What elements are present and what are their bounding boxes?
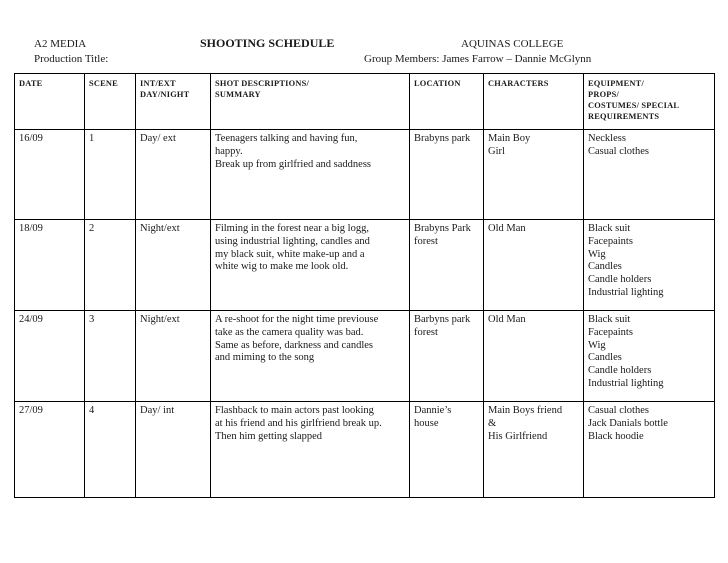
shot-description-cell-line: happy. <box>215 145 243 157</box>
header-label-line: COSTUMES/ SPECIAL <box>588 101 680 110</box>
header-label-line: LOCATION <box>414 79 461 88</box>
shot-description-cell-line: using industrial lighting, candles and <box>215 235 370 247</box>
location-cell <box>410 311 484 402</box>
production-title-label: Production Title: <box>34 53 109 65</box>
characters-cell-line: Girl <box>488 145 505 157</box>
table-row <box>15 220 715 311</box>
header-label-line: PROPS/ <box>588 90 619 99</box>
equipment-cell-line: Wig <box>588 339 606 351</box>
header-label-line: SHOT DESCRIPTIONS/ <box>215 79 309 88</box>
equipment-cell <box>584 220 715 311</box>
shot-description-cell-line: and miming to the song <box>215 352 315 364</box>
equipment-cell-line: Candle holders <box>588 365 652 377</box>
characters-cell-line: Old Man <box>488 223 526 234</box>
equipment-cell <box>584 402 715 498</box>
header-label-line: CHARACTERS <box>488 79 549 88</box>
int-ext-cell: Day/ int <box>136 402 211 498</box>
int-ext-cell: Night/ext <box>136 311 211 402</box>
shot-description-cell-line: A re-shoot for the night time previouse <box>215 314 379 325</box>
table-row <box>15 402 715 498</box>
header-label-line: DATE <box>19 79 43 88</box>
characters-cell-line: Main Boys friend <box>488 405 563 416</box>
characters-cell <box>484 402 584 498</box>
characters-cell-line: Main Boy <box>488 133 531 144</box>
header-int-ext <box>136 74 211 130</box>
equipment-cell-line: Black hoodie <box>588 430 644 442</box>
header-label-line: SCENE <box>89 79 118 88</box>
location-cell-line: Brabyns park <box>414 133 471 144</box>
characters-cell-line: His Girlfriend <box>488 430 548 442</box>
table-row <box>15 311 715 402</box>
equipment-cell-line: Casual clothes <box>588 145 649 157</box>
location-cell-line: Dannie’s <box>414 405 452 416</box>
header-label-line: SUMMARY <box>215 90 261 99</box>
shot-description-cell <box>211 402 410 498</box>
header-label-line: REQUIREMENTS <box>588 112 660 121</box>
scene-cell: 1 <box>85 130 136 220</box>
equipment-cell-line: Jack Danials bottle <box>588 417 668 429</box>
characters-cell-line: & <box>488 417 497 429</box>
equipment-cell-line: Neckless <box>588 133 626 144</box>
equipment-cell-line: Facepaints <box>588 326 633 338</box>
shooting-schedule-table <box>14 73 715 498</box>
equipment-cell-line: Industrial lighting <box>588 377 664 389</box>
header-label-line: EQUIPMENT/ <box>588 79 644 88</box>
location-cell <box>410 402 484 498</box>
header-label-line: INT/EXT <box>140 79 176 88</box>
shot-description-cell-line: Then him getting slapped <box>215 430 323 442</box>
date-cell: 16/09 <box>15 130 85 220</box>
shot-description-cell-line: at his friend and his girlfriend break up. <box>215 417 382 429</box>
location-cell-line: Barbyns park <box>414 314 471 325</box>
characters-cell <box>484 311 584 402</box>
location-cell-line: Brabyns Park <box>414 223 471 234</box>
location-cell <box>410 220 484 311</box>
shot-description-cell-line: Teenagers talking and having fun, <box>215 133 358 144</box>
shot-description-cell-line: white wig to make me look old. <box>215 261 349 273</box>
table-header-row <box>15 74 715 130</box>
int-ext-cell: Night/ext <box>136 220 211 311</box>
characters-cell-line: Old Man <box>488 314 526 325</box>
equipment-cell-line: Candles <box>588 261 622 273</box>
equipment-cell <box>584 311 715 402</box>
header-label-line: DAY/NIGHT <box>140 90 190 99</box>
shot-description-cell <box>211 311 410 402</box>
header-scene <box>85 74 136 130</box>
college-name: AQUINAS COLLEGE <box>461 38 564 50</box>
shot-description-cell <box>211 130 410 220</box>
equipment-cell-line: Casual clothes <box>588 405 649 416</box>
shot-description-cell-line: Break up from girlfried and saddness <box>215 158 371 170</box>
date-cell: 27/09 <box>15 402 85 498</box>
scene-cell: 4 <box>85 402 136 498</box>
location-cell-line: house <box>414 417 439 429</box>
scene-cell: 2 <box>85 220 136 311</box>
equipment-cell-line: Facepaints <box>588 235 633 247</box>
shot-description-cell-line: take as the camera quality was bad. <box>215 326 364 338</box>
location-cell <box>410 130 484 220</box>
shot-description-cell-line: Filming in the forest near a big logg, <box>215 223 369 234</box>
equipment-cell-line: Candle holders <box>588 274 652 286</box>
equipment-cell-line: Black suit <box>588 223 631 234</box>
location-cell-line: forest <box>414 326 438 338</box>
header-equipment <box>584 74 715 130</box>
shot-description-cell-line: Flashback to main actors past looking <box>215 405 374 416</box>
shot-description-cell-line: Same as before, darkness and candles <box>215 339 374 351</box>
date-cell: 24/09 <box>15 311 85 402</box>
location-cell-line: forest <box>414 235 438 247</box>
equipment-cell-line: Black suit <box>588 314 631 325</box>
date-cell: 18/09 <box>15 220 85 311</box>
group-members: Group Members: James Farrow – Dannie McGlynn <box>364 53 592 65</box>
equipment-cell-line: Industrial lighting <box>588 286 664 298</box>
header-characters <box>484 74 584 130</box>
shot-description-cell-line: my black suit, white make-up and a <box>215 248 365 260</box>
scene-cell: 3 <box>85 311 136 402</box>
characters-cell <box>484 130 584 220</box>
table-row <box>15 130 715 220</box>
equipment-cell <box>584 130 715 220</box>
header-shot-descriptions <box>211 74 410 130</box>
document-title: SHOOTING SCHEDULE <box>200 36 335 50</box>
int-ext-cell: Day/ ext <box>136 130 211 220</box>
equipment-cell-line: Candles <box>588 352 622 364</box>
media-label: A2 MEDIA <box>34 38 87 50</box>
shot-description-cell <box>211 220 410 311</box>
characters-cell <box>484 220 584 311</box>
header-location <box>410 74 484 130</box>
equipment-cell-line: Wig <box>588 248 606 260</box>
header-date <box>15 74 85 130</box>
